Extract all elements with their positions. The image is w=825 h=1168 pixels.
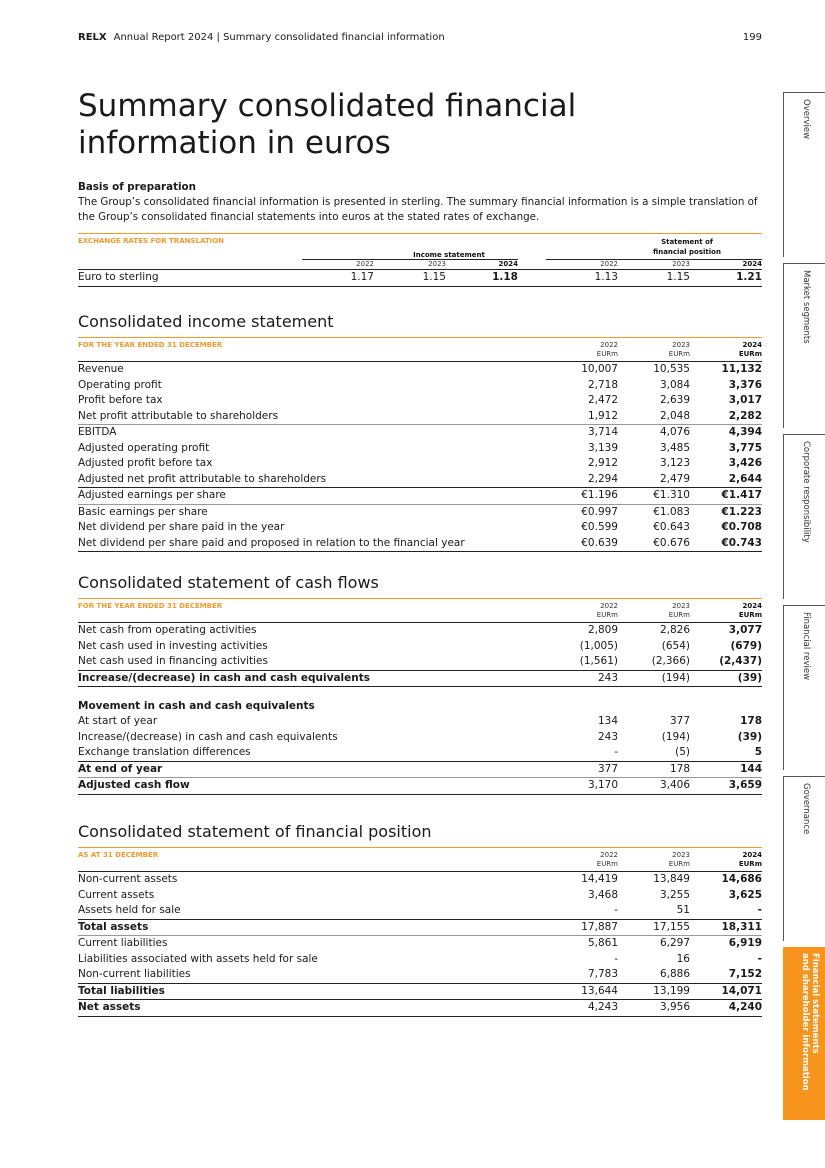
- section-tabs: [783, 92, 825, 1126]
- row-label: Adjusted net profit attributable to shareholders: [78, 472, 327, 485]
- row-label: Non-current liabilities: [78, 968, 191, 980]
- rate-value: 1.17: [350, 271, 374, 283]
- page-title: Summary consolidated financial information in euros: [78, 88, 577, 161]
- row-value: 10,007: [581, 363, 618, 375]
- tab-financial[interactable]: [783, 947, 825, 1120]
- row-value: 3,170: [587, 779, 618, 791]
- row-value: 2,479: [659, 472, 690, 485]
- spacer: [78, 259, 302, 269]
- tab-label: Overview: [801, 99, 811, 140]
- year-header: 2022: [546, 259, 618, 269]
- row-label: Current liabilities: [78, 937, 168, 949]
- row-value: 5,861: [587, 937, 618, 949]
- row-value: -: [614, 952, 618, 965]
- row-label: Net assets: [78, 1001, 141, 1013]
- tab-label: Governance: [801, 783, 811, 835]
- column-header: 2022 EURm: [596, 341, 618, 358]
- table-row: [78, 730, 762, 746]
- caption-text: FOR THE YEAR ENDED 31 DECEMBER: [78, 602, 223, 610]
- row-value: 243: [597, 730, 618, 743]
- row-value: 7,152: [728, 968, 762, 980]
- row-value: (5): [675, 746, 690, 758]
- row-value: (654): [661, 639, 690, 652]
- row-label: Net cash used in investing activities: [78, 639, 268, 652]
- caption-text: FOR THE YEAR ENDED 31 DECEMBER: [78, 341, 223, 349]
- row-value: €0.743: [721, 536, 762, 549]
- group-income-statement: Income statement: [413, 251, 485, 259]
- row-value: 10,535: [653, 363, 690, 375]
- row-value: (1,005): [579, 639, 618, 652]
- row-value: 3,426: [728, 457, 762, 469]
- caption-text: EXCHANGE RATES FOR TRANSLATION: [78, 237, 225, 245]
- column-header: 2023 EURm: [668, 851, 690, 868]
- row-label: Increase/(decrease) in cash and cash equivalents: [78, 730, 338, 743]
- row-value: 3,406: [659, 779, 690, 791]
- page-number: 199: [742, 32, 762, 43]
- table-row: [78, 378, 762, 394]
- row-value: 377: [669, 715, 690, 727]
- table-row: [78, 623, 762, 639]
- row-value: 2,294: [587, 472, 618, 485]
- table-body: [78, 361, 762, 552]
- row-label: Operating profit: [78, 378, 162, 391]
- rate-value: 1.15: [666, 271, 690, 283]
- tab-governance[interactable]: [783, 776, 825, 941]
- section-title: Consolidated income statement: [78, 312, 334, 331]
- table-row: [78, 520, 762, 536]
- row-value: 3,123: [659, 457, 690, 469]
- row-value: (2,366): [651, 655, 690, 667]
- row-label: Liabilities associated with assets held for sale: [78, 952, 318, 965]
- row-label: Adjusted profit before tax: [78, 457, 213, 469]
- row-value: 4,394: [728, 426, 762, 438]
- row-value: €0.997: [581, 505, 618, 518]
- row-value: 4,240: [728, 1001, 762, 1013]
- row-value: 3,956: [659, 1001, 690, 1013]
- row-value: 6,297: [659, 937, 690, 949]
- row-label: Increase/(decrease) in cash and cash equivalents: [78, 671, 371, 684]
- row-value: €1.310: [653, 489, 690, 501]
- subheading-movement: Movement in cash and cash equivalents: [78, 700, 315, 712]
- row-value: -: [757, 904, 762, 916]
- row-value: 3,485: [659, 441, 690, 454]
- exchange-caption: [78, 233, 762, 259]
- header-title: Annual Report 2024 | Summary consolidated financial information: [113, 32, 445, 43]
- row-value: 3,255: [659, 888, 690, 901]
- financial-position-statement: [78, 822, 762, 1017]
- rate-value: 1.18: [492, 271, 518, 283]
- row-value: 14,071: [721, 984, 762, 997]
- row-value: €0.708: [721, 521, 762, 533]
- row-label: Net dividend per share paid in the year: [78, 521, 285, 533]
- row-label: Profit before tax: [78, 394, 163, 406]
- table-row: [78, 888, 762, 904]
- column-header: 2024 EURm: [738, 851, 762, 868]
- row-value: 2,826: [659, 624, 690, 636]
- row-label: Net profit attributable to shareholders: [78, 409, 279, 422]
- row-label: Current assets: [78, 888, 155, 901]
- rate-value: 1.13: [594, 271, 618, 283]
- row-value: 2,718: [587, 378, 618, 391]
- year-header: 2023: [618, 259, 690, 269]
- table-row: [78, 424, 762, 441]
- table-row: [78, 983, 762, 1000]
- exchange-rates-table: [78, 233, 762, 287]
- exchange-row: [78, 269, 762, 287]
- row-value: -: [614, 746, 618, 758]
- row-value: 14,686: [721, 873, 762, 885]
- row-value: 4,243: [587, 1001, 618, 1013]
- year-header: 2023: [374, 259, 446, 269]
- row-value: €0.643: [653, 521, 690, 533]
- table-row: [78, 745, 762, 761]
- row-value: €1.223: [721, 505, 762, 518]
- table-row: [78, 935, 762, 952]
- column-header: 2024 EURm: [738, 341, 762, 358]
- table-body: [78, 622, 762, 687]
- table-row: [78, 714, 762, 730]
- table-body: [78, 871, 762, 1017]
- tab-financial[interactable]: [783, 605, 825, 770]
- table-row: [78, 393, 762, 409]
- row-label: Assets held for sale: [78, 904, 181, 916]
- row-value: 134: [597, 715, 618, 727]
- row-value: 13,644: [581, 984, 618, 997]
- row-value: 2,809: [587, 624, 618, 636]
- table-row: [78, 441, 762, 457]
- cash-flow-statement: [78, 573, 762, 795]
- row-value: (1,561): [579, 655, 618, 667]
- row-value: €0.676: [653, 536, 690, 549]
- column-header: 2024 EURm: [738, 602, 762, 619]
- table-caption: [78, 598, 762, 622]
- row-value: 17,155: [653, 920, 690, 933]
- row-value: 7,783: [587, 968, 618, 980]
- row-value: 2,048: [659, 409, 690, 422]
- section-title: Consolidated statement of financial position: [78, 822, 432, 841]
- tab-market[interactable]: [783, 263, 825, 428]
- row-value: 51: [676, 904, 690, 916]
- row-value: 2,472: [587, 394, 618, 406]
- row-label: Net cash used in financing activities: [78, 655, 268, 667]
- basis-text: The Group’s consolidated financial information is presented in sterling. The summary financial information is a simple translation of the Group’s consolidated financial statements into euros at the stated rates of exchange.: [78, 196, 758, 223]
- table-row: [78, 999, 762, 1017]
- caption-text: AS AT 31 DECEMBER: [78, 851, 159, 859]
- tab-label: Financial statements and shareholder information: [800, 953, 820, 1091]
- table-row: [78, 639, 762, 655]
- row-value: 3,659: [728, 779, 762, 791]
- row-value: 178: [669, 762, 690, 775]
- row-value: -: [757, 952, 762, 965]
- year-header: 2022: [302, 259, 374, 269]
- year-header: 2024: [446, 259, 518, 269]
- row-value: 3,376: [728, 378, 762, 391]
- row-value: 14,419: [581, 873, 618, 885]
- column-header: 2022 EURm: [596, 851, 618, 868]
- exchange-years: [78, 259, 762, 269]
- row-value: 2,644: [728, 472, 762, 485]
- row-value: 3,625: [728, 888, 762, 901]
- row-value: €0.599: [581, 521, 618, 533]
- table-row: [78, 536, 762, 553]
- table-row: [78, 456, 762, 472]
- row-value: (39): [737, 671, 762, 684]
- row-label: Basic earnings per share: [78, 505, 208, 518]
- row-label: Net cash from operating activities: [78, 624, 257, 636]
- table-row: [78, 903, 762, 919]
- table-row: [78, 504, 762, 521]
- row-value: 3,775: [728, 441, 762, 454]
- row-value: 3,084: [659, 378, 690, 391]
- brand: RELX: [78, 32, 107, 43]
- income-statement: [78, 312, 762, 552]
- tab-corporate[interactable]: [783, 434, 825, 599]
- row-label: At end of year: [78, 762, 163, 775]
- table-row: [78, 967, 762, 983]
- row-value: 2,282: [728, 409, 762, 422]
- row-value: (2,437): [719, 655, 762, 667]
- rate-value: 1.21: [736, 271, 762, 283]
- row-value: (679): [730, 639, 762, 652]
- row-value: 13,849: [653, 873, 690, 885]
- row-label: At start of year: [78, 715, 158, 727]
- group-financial-position: Statement of financial position: [653, 238, 721, 256]
- row-value: €1.196: [581, 489, 618, 501]
- tab-label: Market segments: [801, 270, 811, 344]
- rate-value: 1.15: [422, 271, 446, 283]
- row-value: (194): [661, 730, 690, 743]
- column-header: 2022 EURm: [596, 602, 618, 619]
- table-row: [78, 919, 762, 936]
- table-row: [78, 777, 762, 795]
- table-caption: [78, 847, 762, 871]
- row-value: 3,139: [587, 441, 618, 454]
- table-row: [78, 409, 762, 425]
- row-label: Exchange translation differences: [78, 746, 251, 758]
- row-label: Adjusted earnings per share: [78, 489, 226, 501]
- row-value: €0.639: [581, 536, 618, 549]
- row-value: 4,076: [659, 426, 690, 438]
- row-label: Non-current assets: [78, 873, 178, 885]
- row-value: 2,912: [587, 457, 618, 469]
- table-row: [78, 670, 762, 688]
- tab-label: Corporate responsibility: [801, 441, 811, 543]
- table-row: [78, 362, 762, 378]
- row-label: Euro to sterling: [78, 271, 159, 283]
- row-label: Adjusted operating profit: [78, 441, 210, 454]
- basis-heading: Basis of preparation: [78, 181, 196, 193]
- table-row: [78, 472, 762, 488]
- row-value: 16: [676, 952, 690, 965]
- row-label: EBITDA: [78, 426, 117, 438]
- table-row: [78, 872, 762, 888]
- row-value: 2,639: [659, 394, 690, 406]
- basis-of-preparation: [78, 180, 762, 225]
- tab-overview[interactable]: [783, 92, 825, 257]
- row-value: 178: [740, 715, 762, 727]
- column-header: 2023 EURm: [668, 341, 690, 358]
- table-row: [78, 952, 762, 968]
- row-value: (194): [661, 671, 690, 684]
- row-value: 18,311: [721, 920, 762, 933]
- row-value: 377: [597, 762, 618, 775]
- row-value: 11,132: [721, 363, 762, 375]
- year-header: 2024: [690, 259, 762, 269]
- row-value: 3,077: [728, 624, 762, 636]
- row-value: 3,017: [728, 394, 762, 406]
- row-label: Total assets: [78, 920, 149, 933]
- row-label: Adjusted cash flow: [78, 779, 190, 791]
- row-value: (39): [737, 730, 762, 743]
- row-label: Total liabilities: [78, 984, 165, 997]
- table-row: [78, 487, 762, 504]
- row-value: 1,912: [587, 409, 618, 422]
- row-label: Revenue: [78, 363, 124, 375]
- table-row: [78, 654, 762, 670]
- row-value: 6,886: [659, 968, 690, 980]
- row-value: 3,468: [587, 888, 618, 901]
- row-value: 5: [754, 746, 762, 758]
- row-value: 243: [597, 671, 618, 684]
- row-value: €1.083: [653, 505, 690, 518]
- running-header: [78, 32, 762, 43]
- row-value: 13,199: [653, 984, 690, 997]
- row-label: Net dividend per share paid and proposed in relation to the financial year: [78, 536, 465, 549]
- table-caption: [78, 337, 762, 361]
- table-row: [78, 761, 762, 778]
- row-value: 144: [740, 762, 762, 775]
- row-value: 6,919: [728, 937, 762, 949]
- column-header: 2023 EURm: [668, 602, 690, 619]
- row-value: 3,714: [587, 426, 618, 438]
- row-value: -: [614, 904, 618, 916]
- row-value: €1.417: [721, 489, 762, 501]
- row-value: 17,887: [581, 920, 618, 933]
- tab-label: Financial review: [801, 612, 811, 681]
- section-title: Consolidated statement of cash flows: [78, 573, 379, 592]
